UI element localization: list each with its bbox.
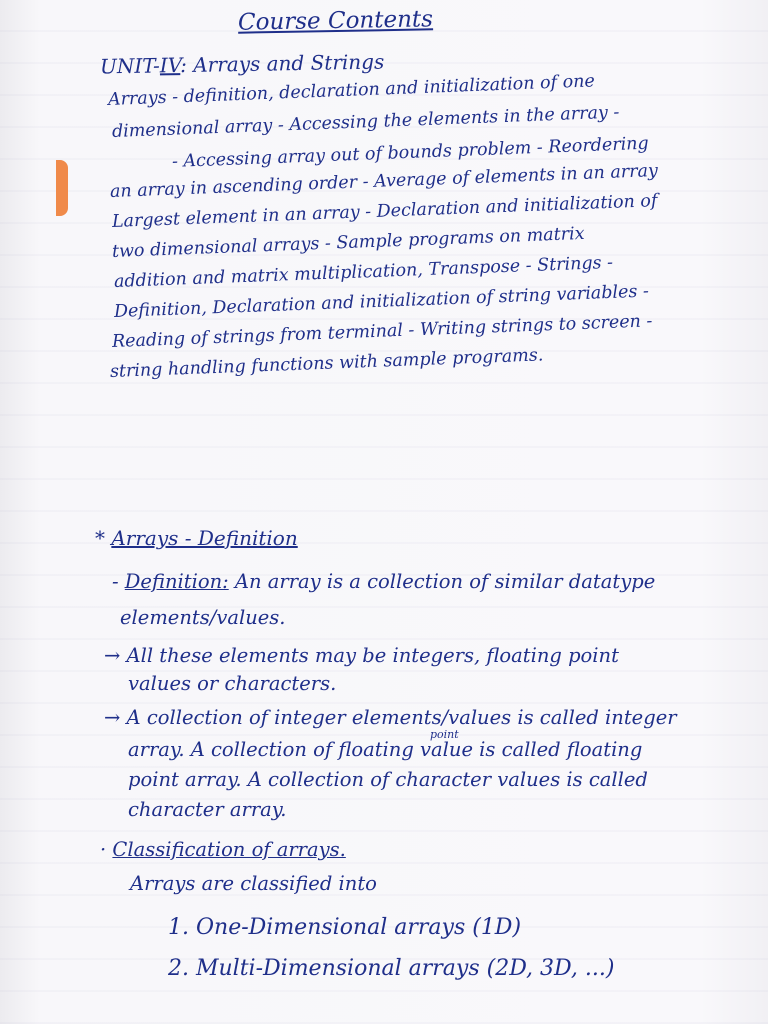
arrow-note: → A collection of integer elements/values is called integer xyxy=(104,706,677,729)
list-item: 2. Multi-Dimensional arrays (2D, 3D, ...) xyxy=(168,956,615,981)
arrow-note: → All these elements may be integers, floating point xyxy=(104,644,619,667)
classification-title: Classification of arrays. xyxy=(112,838,346,861)
section-heading xyxy=(95,526,298,550)
definition-continuation: elements/values. xyxy=(120,606,286,629)
arrow-note-continuation: array. A collection of floating value is called floating xyxy=(128,738,643,761)
unit-numeral: IV xyxy=(159,53,181,78)
definition-line xyxy=(112,570,655,593)
section-title: Arrays - Definition xyxy=(111,526,298,550)
arrow-note-continuation: values or characters. xyxy=(128,672,337,695)
orange-margin-mark xyxy=(56,160,68,216)
list-item: 1. One-Dimensional arrays (1D) xyxy=(168,915,522,940)
syllabus-line: - Accessing array out of bounds problem - Reordering xyxy=(171,133,650,172)
unit-heading xyxy=(100,50,385,79)
unit-label: UNIT- xyxy=(99,53,161,79)
inserted-word: point xyxy=(430,728,459,741)
syllabus-line: Reading of strings from terminal - Writing strings to screen - xyxy=(111,311,653,352)
syllabus-line: Arrays - definition, declaration and initialization of one xyxy=(107,71,596,110)
syllabus-line: Largest element in an array - Declaration and initialization of xyxy=(111,191,658,232)
classification-intro: Arrays are classified into xyxy=(130,872,377,895)
classification-heading xyxy=(100,838,346,861)
arrow-note-continuation: character array. xyxy=(128,798,287,821)
definition-text: An array is a collection of similar datatype xyxy=(228,570,656,593)
bullet-dash: - xyxy=(112,570,119,593)
unit-name: : Arrays and Strings xyxy=(179,49,385,78)
definition-label: Definition: xyxy=(124,570,229,593)
bullet-dot: · xyxy=(100,838,107,861)
arrow-note-continuation: point array. A collection of character values is called xyxy=(128,768,648,791)
asterisk-marker: * xyxy=(95,526,105,550)
syllabus-line: addition and matrix multiplication, Transpose - Strings - xyxy=(113,252,614,292)
syllabus-line: dimensional array - Accessing the elements in the array - xyxy=(111,102,620,142)
syllabus-line: string handling functions with sample programs. xyxy=(109,345,544,382)
syllabus-line: Definition, Declaration and initialization of string variables - xyxy=(113,281,650,322)
syllabus-line: an array in ascending order - Average of elements in an array xyxy=(109,160,659,202)
syllabus-line: two dimensional arrays - Sample programs on matrix xyxy=(111,223,585,262)
page-title: Course Contents xyxy=(237,6,434,36)
